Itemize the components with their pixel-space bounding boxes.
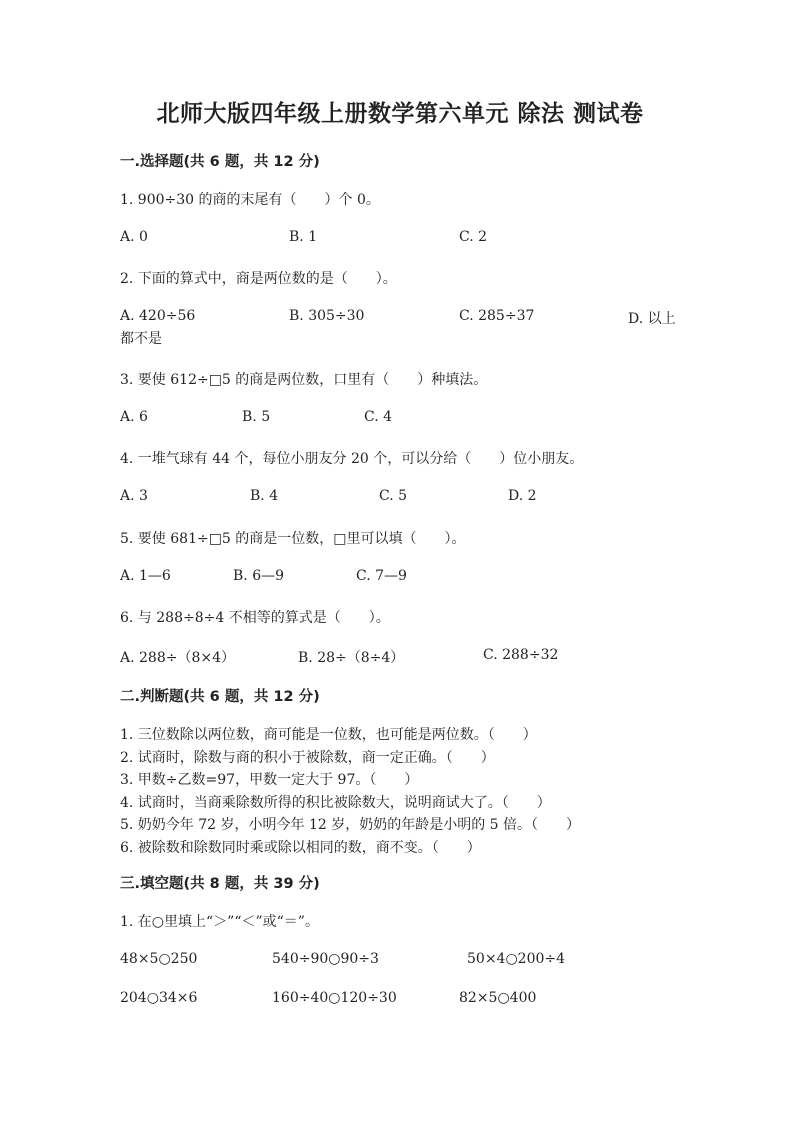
question-2-option-b: B. 305÷30: [289, 308, 365, 324]
comparison-2-2: 160÷40○120÷30: [272, 990, 397, 1006]
comparison-1-2: 540÷90○90÷3: [272, 951, 379, 967]
comparison-1-3: 50×4○200÷4: [467, 951, 566, 967]
comparison-2-3: 82×5○400: [459, 990, 537, 1006]
question-2-stem: 2. 下面的算式中，商是两位数的是（ ）。: [120, 271, 397, 287]
question-2-option-d-wrap: 都不是: [120, 331, 162, 347]
question-6-option-a: A. 288÷（8×4）: [120, 650, 236, 666]
question-3-stem: 3. 要使 612÷□5 的商是两位数，口里有（ ）种填法。: [120, 372, 488, 388]
question-5-option-b: B. 6—9: [233, 568, 285, 584]
section-heading-choice: 一.选择题(共 6 题，共 12 分): [120, 154, 320, 170]
question-3-option-b: B. 5: [242, 409, 271, 425]
question-1-option-a: A. 0: [120, 229, 148, 245]
judgement-item-6: 6. 被除数和除数同时乘或除以相同的数，商不变。（ ）: [120, 840, 481, 856]
question-1-option-c: C. 2: [459, 229, 488, 245]
page-title: 北师大版四年级上册数学第六单元 除法 测试卷: [156, 101, 644, 127]
judgement-item-1: 1. 三位数除以两位数，商可能是一位数，也可能是两位数。（ ）: [120, 727, 537, 743]
question-4-option-b: B. 4: [250, 488, 279, 504]
question-3-option-a: A. 6: [120, 409, 148, 425]
question-3-option-c: C. 4: [364, 409, 393, 425]
question-6-option-b: B. 28÷（8÷4）: [298, 650, 405, 666]
question-6-stem: 6. 与 288÷8÷4 不相等的算式是（ ）。: [120, 610, 390, 626]
question-6-option-c: C. 288÷32: [483, 647, 559, 663]
question-2-option-d: D. 以上: [628, 311, 676, 327]
question-4-option-c: C. 5: [379, 488, 408, 504]
judgement-item-5: 5. 奶奶今年 72 岁，小明今年 12 岁，奶奶的年龄是小明的 5 倍。（ ）: [120, 817, 581, 833]
fill-question-1-stem: 1. 在○里填上“＞”“＜”或“＝”。: [120, 914, 319, 930]
question-5-stem: 5. 要使 681÷□5 的商是一位数，□里可以填（ ）。: [120, 531, 466, 547]
question-4-option-d: D. 2: [508, 488, 537, 504]
question-2-option-a: A. 420÷56: [120, 308, 196, 324]
question-4-option-a: A. 3: [120, 488, 148, 504]
judgement-item-3: 3. 甲数÷乙数=97，甲数一定大于 97。（ ）: [120, 772, 419, 788]
section-heading-fill: 三.填空题(共 8 题，共 39 分): [120, 876, 320, 892]
judgement-item-4: 4. 试商时，当商乘除数所得的积比被除数大，说明商试大了。（ ）: [120, 795, 551, 811]
question-1-stem: 1. 900÷30 的商的末尾有（ ）个 0。: [120, 192, 380, 208]
question-5-option-c: C. 7—9: [356, 568, 407, 584]
judgement-item-2: 2. 试商时，除数与商的积小于被除数，商一定正确。（ ）: [120, 750, 495, 766]
question-5-option-a: A. 1—6: [120, 568, 171, 584]
question-1-option-b: B. 1: [289, 229, 318, 245]
question-2-option-c: C. 285÷37: [459, 308, 535, 324]
comparison-2-1: 204○34×6: [120, 990, 198, 1006]
section-heading-judgement: 二.判断题(共 6 题，共 12 分): [120, 689, 320, 705]
comparison-1-1: 48×5○250: [120, 951, 198, 967]
question-4-stem: 4. 一堆气球有 44 个，每位小朋友分 20 个，可以分给（ ）位小朋友。: [120, 451, 584, 467]
